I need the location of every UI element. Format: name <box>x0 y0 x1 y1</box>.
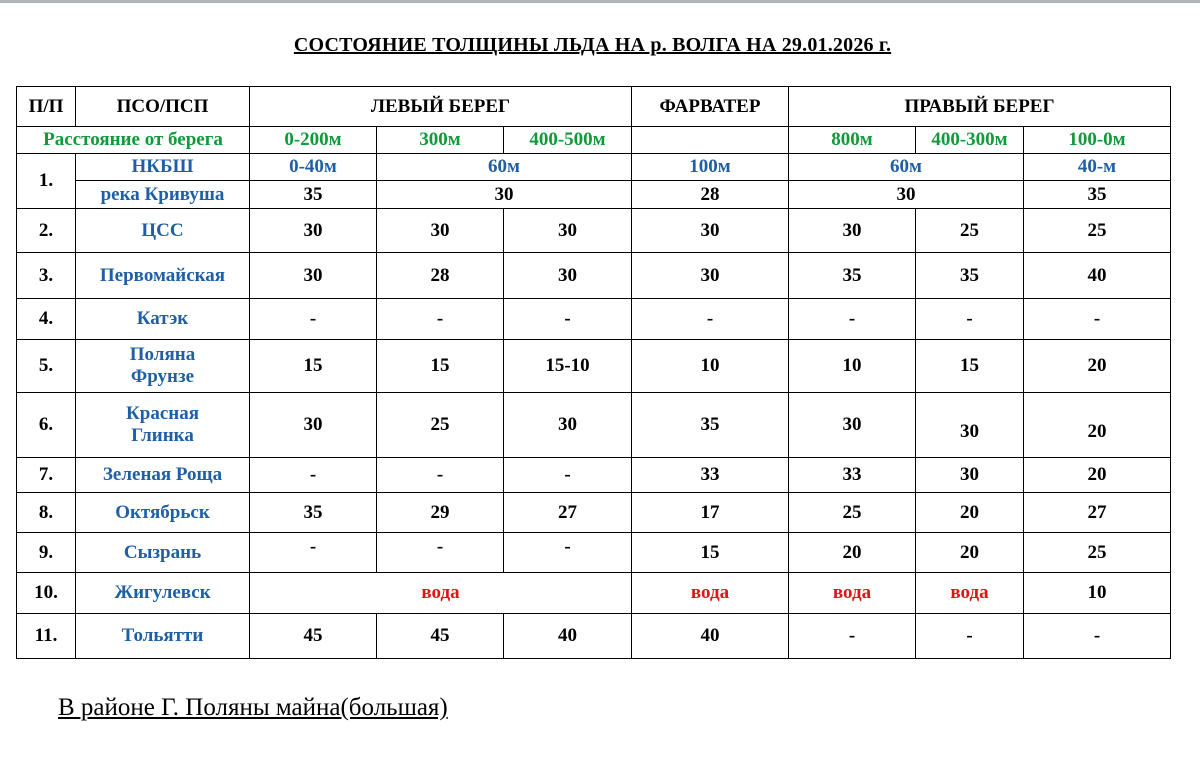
distance-cell: 60м <box>377 154 632 181</box>
distance-cell: 40-м <box>1024 154 1171 181</box>
row-number: 4. <box>17 299 76 340</box>
distance-cell: 0-200м <box>250 127 377 154</box>
value-cell: 20 <box>1024 458 1171 493</box>
value-cell: 30 <box>504 393 632 458</box>
value-cell: 27 <box>1024 493 1171 533</box>
distance-cell: 60м <box>789 154 1024 181</box>
value-cell: 35 <box>250 181 377 209</box>
footnote: В районе Г. Поляны майна(большая) <box>58 694 448 721</box>
header-post: ПСО/ПСП <box>76 87 250 127</box>
value-cell: 30 <box>377 209 504 253</box>
table-row <box>17 614 1171 659</box>
value-cell: 25 <box>789 493 916 533</box>
value-cell: 35 <box>632 393 789 458</box>
value-cell: 20 <box>789 533 916 573</box>
table-row <box>17 253 1171 299</box>
header-right-bank: ПРАВЫЙ БЕРЕГ <box>789 87 1171 127</box>
value-cell: - <box>916 299 1024 340</box>
distance-cell: 400-500м <box>504 127 632 154</box>
value-cell: 30 <box>916 393 1024 458</box>
value-cell: 35 <box>789 253 916 299</box>
value-cell: - <box>250 533 377 573</box>
value-cell: 15-10 <box>504 340 632 393</box>
header-left-bank: ЛЕВЫЙ БЕРЕГ <box>250 87 632 127</box>
value-cell: 27 <box>504 493 632 533</box>
value-cell: 20 <box>1024 340 1171 393</box>
value-cell: 25 <box>377 393 504 458</box>
post-name-line1: НКБШ <box>76 154 250 181</box>
value-cell: - <box>1024 299 1171 340</box>
value-cell: 30 <box>504 253 632 299</box>
value-cell: 30 <box>789 209 916 253</box>
value-cell: 15 <box>377 340 504 393</box>
value-cell: 35 <box>916 253 1024 299</box>
value-cell: 30 <box>632 209 789 253</box>
value-cell: 30 <box>504 209 632 253</box>
value-cell: 25 <box>1024 209 1171 253</box>
post-name: Октябрьск <box>76 493 250 533</box>
value-cell: - <box>504 458 632 493</box>
header-num: П/П <box>17 87 76 127</box>
post-name: ЦСС <box>76 209 250 253</box>
row-number: 6. <box>17 393 76 458</box>
page-title: СОСТОЯНИЕ ТОЛЩИНЫ ЛЬДА НА р. ВОЛГА НА 29.01.2026 г. <box>293 34 892 56</box>
post-name: Тольятти <box>76 614 250 659</box>
post-name: Катэк <box>76 299 250 340</box>
value-cell: 20 <box>916 493 1024 533</box>
value-cell: 28 <box>632 181 789 209</box>
post-name: Жигулевск <box>76 573 250 614</box>
value-cell: - <box>250 458 377 493</box>
row-number: 1. <box>17 154 76 209</box>
value-cell: 30 <box>250 253 377 299</box>
row-number: 9. <box>17 533 76 573</box>
table-row <box>17 533 1171 573</box>
table-header-row <box>17 87 1171 127</box>
table-row <box>17 299 1171 340</box>
distance-row <box>17 127 1171 154</box>
distance-cell: 400-300м <box>916 127 1024 154</box>
distance-cell: 100-0м <box>1024 127 1171 154</box>
value-cell: 10 <box>1024 573 1171 614</box>
value-cell: 28 <box>377 253 504 299</box>
row-number: 2. <box>17 209 76 253</box>
value-cell: 15 <box>632 533 789 573</box>
value-cell: 15 <box>916 340 1024 393</box>
post-name: Первомайская <box>76 253 250 299</box>
distance-cell <box>632 127 789 154</box>
distance-label: Расстояние от берега <box>17 127 250 154</box>
value-cell: 29 <box>377 493 504 533</box>
value-cell: 30 <box>916 458 1024 493</box>
value-cell: 35 <box>250 493 377 533</box>
row-number: 3. <box>17 253 76 299</box>
value-cell: 30 <box>377 181 632 209</box>
row-number: 5. <box>17 340 76 393</box>
value-cell: 33 <box>789 458 916 493</box>
value-cell: - <box>377 299 504 340</box>
ice-thickness-table <box>16 86 1171 659</box>
water-cell: вода <box>250 573 632 614</box>
value-cell: - <box>377 458 504 493</box>
row-number: 8. <box>17 493 76 533</box>
post-name: Сызрань <box>76 533 250 573</box>
value-cell: 20 <box>916 533 1024 573</box>
value-cell: 25 <box>916 209 1024 253</box>
value-cell: 17 <box>632 493 789 533</box>
table-row <box>17 458 1171 493</box>
value-cell: 33 <box>632 458 789 493</box>
row-number: 11. <box>17 614 76 659</box>
value-cell: - <box>504 533 632 573</box>
value-cell: - <box>789 614 916 659</box>
value-cell: - <box>789 299 916 340</box>
header-fairway: ФАРВАТЕР <box>632 87 789 127</box>
table-row <box>17 181 1171 209</box>
value-cell: 25 <box>1024 533 1171 573</box>
value-cell: 30 <box>789 181 1024 209</box>
distance-cell: 100м <box>632 154 789 181</box>
post-name: Зеленая Роща <box>76 458 250 493</box>
value-cell: 30 <box>250 209 377 253</box>
water-cell: вода <box>632 573 789 614</box>
value-cell: 40 <box>504 614 632 659</box>
value-cell: 10 <box>632 340 789 393</box>
table-row <box>17 340 1171 393</box>
value-cell: 40 <box>1024 253 1171 299</box>
row-number: 7. <box>17 458 76 493</box>
row-number: 10. <box>17 573 76 614</box>
value-cell: 40 <box>632 614 789 659</box>
water-cell: вода <box>789 573 916 614</box>
table-row <box>17 393 1171 458</box>
value-cell: 45 <box>377 614 504 659</box>
top-divider <box>0 0 1200 3</box>
table-row <box>17 493 1171 533</box>
value-cell: 30 <box>632 253 789 299</box>
distance-cell: 800м <box>789 127 916 154</box>
post-name-line2: река Кривуша <box>76 181 250 209</box>
water-cell: вода <box>916 573 1024 614</box>
value-cell: 35 <box>1024 181 1171 209</box>
value-cell: 30 <box>789 393 916 458</box>
value-cell: - <box>916 614 1024 659</box>
value-cell: - <box>1024 614 1171 659</box>
table-row <box>17 573 1171 614</box>
distance-cell: 0-40м <box>250 154 377 181</box>
value-cell: - <box>632 299 789 340</box>
distance-cell: 300м <box>377 127 504 154</box>
value-cell: - <box>377 533 504 573</box>
table-row <box>17 154 1171 181</box>
value-cell: - <box>250 299 377 340</box>
post-name: Красная Глинка <box>76 393 250 458</box>
value-cell: 30 <box>250 393 377 458</box>
value-cell: 10 <box>789 340 916 393</box>
value-cell: 20 <box>1024 393 1171 458</box>
table-row <box>17 209 1171 253</box>
value-cell: - <box>504 299 632 340</box>
post-name: Поляна Фрунзе <box>76 340 250 393</box>
value-cell: 45 <box>250 614 377 659</box>
value-cell: 15 <box>250 340 377 393</box>
